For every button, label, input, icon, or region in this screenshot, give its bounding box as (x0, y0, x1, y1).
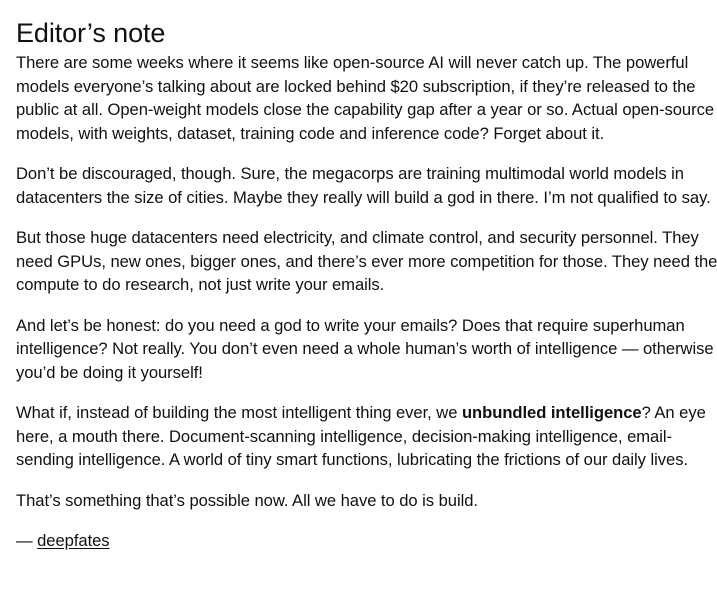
paragraph-2 (16, 162, 711, 209)
paragraph-3 (16, 226, 717, 297)
paragraph-line (16, 401, 706, 425)
signature-dash: — (16, 531, 38, 550)
paragraph-text: What if, instead of building the most intelligent thing ever, we (16, 403, 462, 422)
paragraph-line: Don’t be discouraged, though. Sure, the megacorps are training multimodal world models in (16, 164, 684, 183)
paragraph-line: models, with weights, dataset, training code and inference code? Forget about it. (16, 123, 605, 143)
paragraph-1 (16, 51, 715, 145)
paragraph-line: There are some weeks where it seems like open-source AI will never catch up. The powerful (16, 53, 689, 72)
emphasis-text: unbundled intelligence (461, 403, 642, 422)
page-title: Editor’s note (16, 18, 166, 48)
paragraph-line: you’d be doing it yourself! (16, 362, 203, 382)
paragraph-text: ? An eye (641, 403, 706, 422)
paragraph-line: models everyone’s talking about are locked behind $20 subscription, if they’re released to the (16, 76, 696, 96)
paragraph-6 (16, 489, 691, 513)
paragraph-line: datacenters the size of cities. Maybe they really will build a god in there. I’m not qualified to say. (16, 187, 711, 207)
signature (16, 529, 691, 553)
paragraph-line: sending intelligence. A world of tiny smart functions, lubricating the frictions of our daily lives. (16, 450, 688, 469)
paragraph-line: And let’s be honest: do you need a god to write your emails? Does that require superhuman (16, 315, 685, 335)
paragraph-line: compute to do research, not just write your emails. (16, 275, 385, 294)
paragraph-4 (16, 314, 714, 385)
paragraph-line: But those huge datacenters need electricity, and climate control, and security personnel. They (16, 228, 699, 247)
paragraph-line: intelligence? Not really. You don’t even need a whole human’s worth of intelligence — otherwise (16, 339, 714, 358)
paragraph-line: That’s something that’s possible now. All we have to do is build. (16, 490, 478, 510)
paragraph-line: need GPUs, new ones, bigger ones, and there’s ever more competition for those. They need the (16, 251, 717, 271)
paragraph-line: here, a mouth there. Document-scanning intelligence, decision-making intelligence, email- (16, 426, 672, 446)
paragraph-5 (16, 401, 706, 472)
signature-link[interactable]: deepfates (37, 531, 110, 550)
paragraph-line: public at all. Open-weight models close the capability gap after a year or so. Actual open-source (16, 100, 715, 119)
